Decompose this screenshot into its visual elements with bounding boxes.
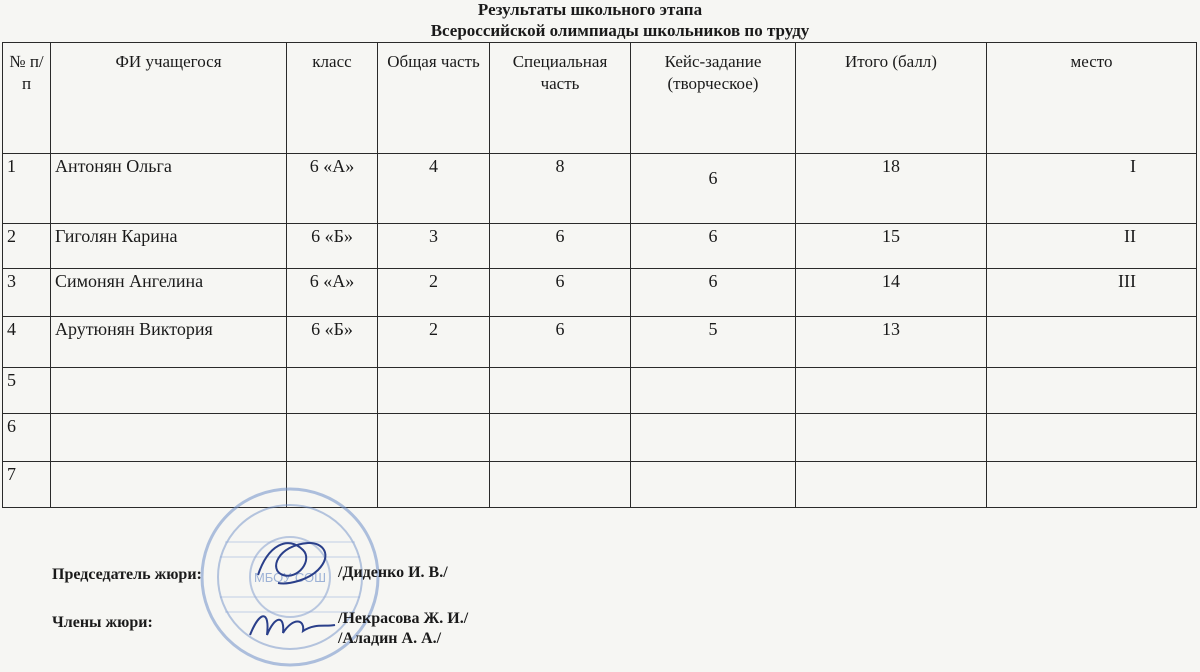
table-row <box>3 224 1197 269</box>
chair-name: /Диденко И. В./ <box>338 564 448 581</box>
cell-total: 18 <box>796 154 987 224</box>
cell-case: 6 <box>631 224 796 269</box>
cell-case <box>631 462 796 508</box>
cell-name <box>51 414 287 462</box>
cell-num: 4 <box>3 317 51 368</box>
table-row <box>3 317 1197 368</box>
cell-special <box>490 368 631 414</box>
document-title-line1: Результаты школьного этапа <box>477 0 703 19</box>
cell-total <box>796 462 987 508</box>
cell-class <box>287 368 378 414</box>
cell-num: 6 <box>3 414 51 462</box>
cell-num: 7 <box>3 462 51 508</box>
cell-name <box>51 368 287 414</box>
cell-general: 2 <box>378 269 490 317</box>
chair-signature <box>248 525 340 595</box>
cell-class: 6 «А» <box>287 154 378 224</box>
cell-num: 1 <box>3 154 51 224</box>
member1-name: /Некрасова Ж. И./ <box>338 610 469 627</box>
cell-general <box>378 368 490 414</box>
cell-class: 6 «Б» <box>287 317 378 368</box>
header-class: класс <box>287 43 378 154</box>
cell-place <box>987 317 1197 368</box>
cell-total: 15 <box>796 224 987 269</box>
cell-special <box>490 414 631 462</box>
cell-general <box>378 414 490 462</box>
members-label: Члены жюри: <box>52 614 153 631</box>
cell-name: Симонян Ангелина <box>51 269 287 317</box>
cell-total <box>796 414 987 462</box>
cell-place <box>987 414 1197 462</box>
cell-case: 6 <box>631 269 796 317</box>
cell-special <box>490 462 631 508</box>
table-row <box>3 462 1197 508</box>
cell-general <box>378 462 490 508</box>
cell-class: 6 «А» <box>287 269 378 317</box>
cell-case <box>631 414 796 462</box>
cell-place: II <box>987 224 1197 269</box>
member2-name: /Аладин А. А./ <box>338 630 442 647</box>
cell-num: 2 <box>3 224 51 269</box>
cell-num: 3 <box>3 269 51 317</box>
cell-general: 2 <box>378 317 490 368</box>
table-row <box>3 368 1197 414</box>
header-num: № п/п <box>3 43 51 154</box>
results-table <box>2 42 1197 508</box>
cell-name: Гиголян Карина <box>51 224 287 269</box>
header-row <box>3 43 1197 154</box>
header-general: Общая часть <box>378 43 490 154</box>
stamp-label: МБОУ СОШ <box>253 570 327 585</box>
member-signature <box>245 605 340 643</box>
header-name: ФИ учащегося <box>51 43 287 154</box>
table-row <box>3 414 1197 462</box>
cell-general: 4 <box>378 154 490 224</box>
cell-place: I <box>987 154 1197 224</box>
header-special: Специальная часть <box>490 43 631 154</box>
document-title-line2: Всероссийской олимпиады школьников по труду <box>430 21 810 40</box>
cell-place <box>987 462 1197 508</box>
header-total: Итого (балл) <box>796 43 987 154</box>
table-row <box>3 154 1197 224</box>
chair-label: Председатель жюри: <box>52 566 202 583</box>
header-case: Кейс-задание (творческое) <box>631 43 796 154</box>
cell-num: 5 <box>3 368 51 414</box>
header-place: место <box>987 43 1197 154</box>
cell-total: 13 <box>796 317 987 368</box>
cell-special: 6 <box>490 224 631 269</box>
cell-case <box>631 368 796 414</box>
cell-place <box>987 368 1197 414</box>
cell-special: 8 <box>490 154 631 224</box>
cell-name: Антонян Ольга <box>51 154 287 224</box>
cell-special: 6 <box>490 269 631 317</box>
cell-general: 3 <box>378 224 490 269</box>
cell-special: 6 <box>490 317 631 368</box>
cell-case: 6 <box>631 154 796 224</box>
cell-case: 5 <box>631 317 796 368</box>
cell-class: 6 «Б» <box>287 224 378 269</box>
cell-name: Арутюнян Виктория <box>51 317 287 368</box>
table-row <box>3 269 1197 317</box>
cell-class <box>287 414 378 462</box>
cell-total <box>796 368 987 414</box>
cell-place: III <box>987 269 1197 317</box>
cell-total: 14 <box>796 269 987 317</box>
